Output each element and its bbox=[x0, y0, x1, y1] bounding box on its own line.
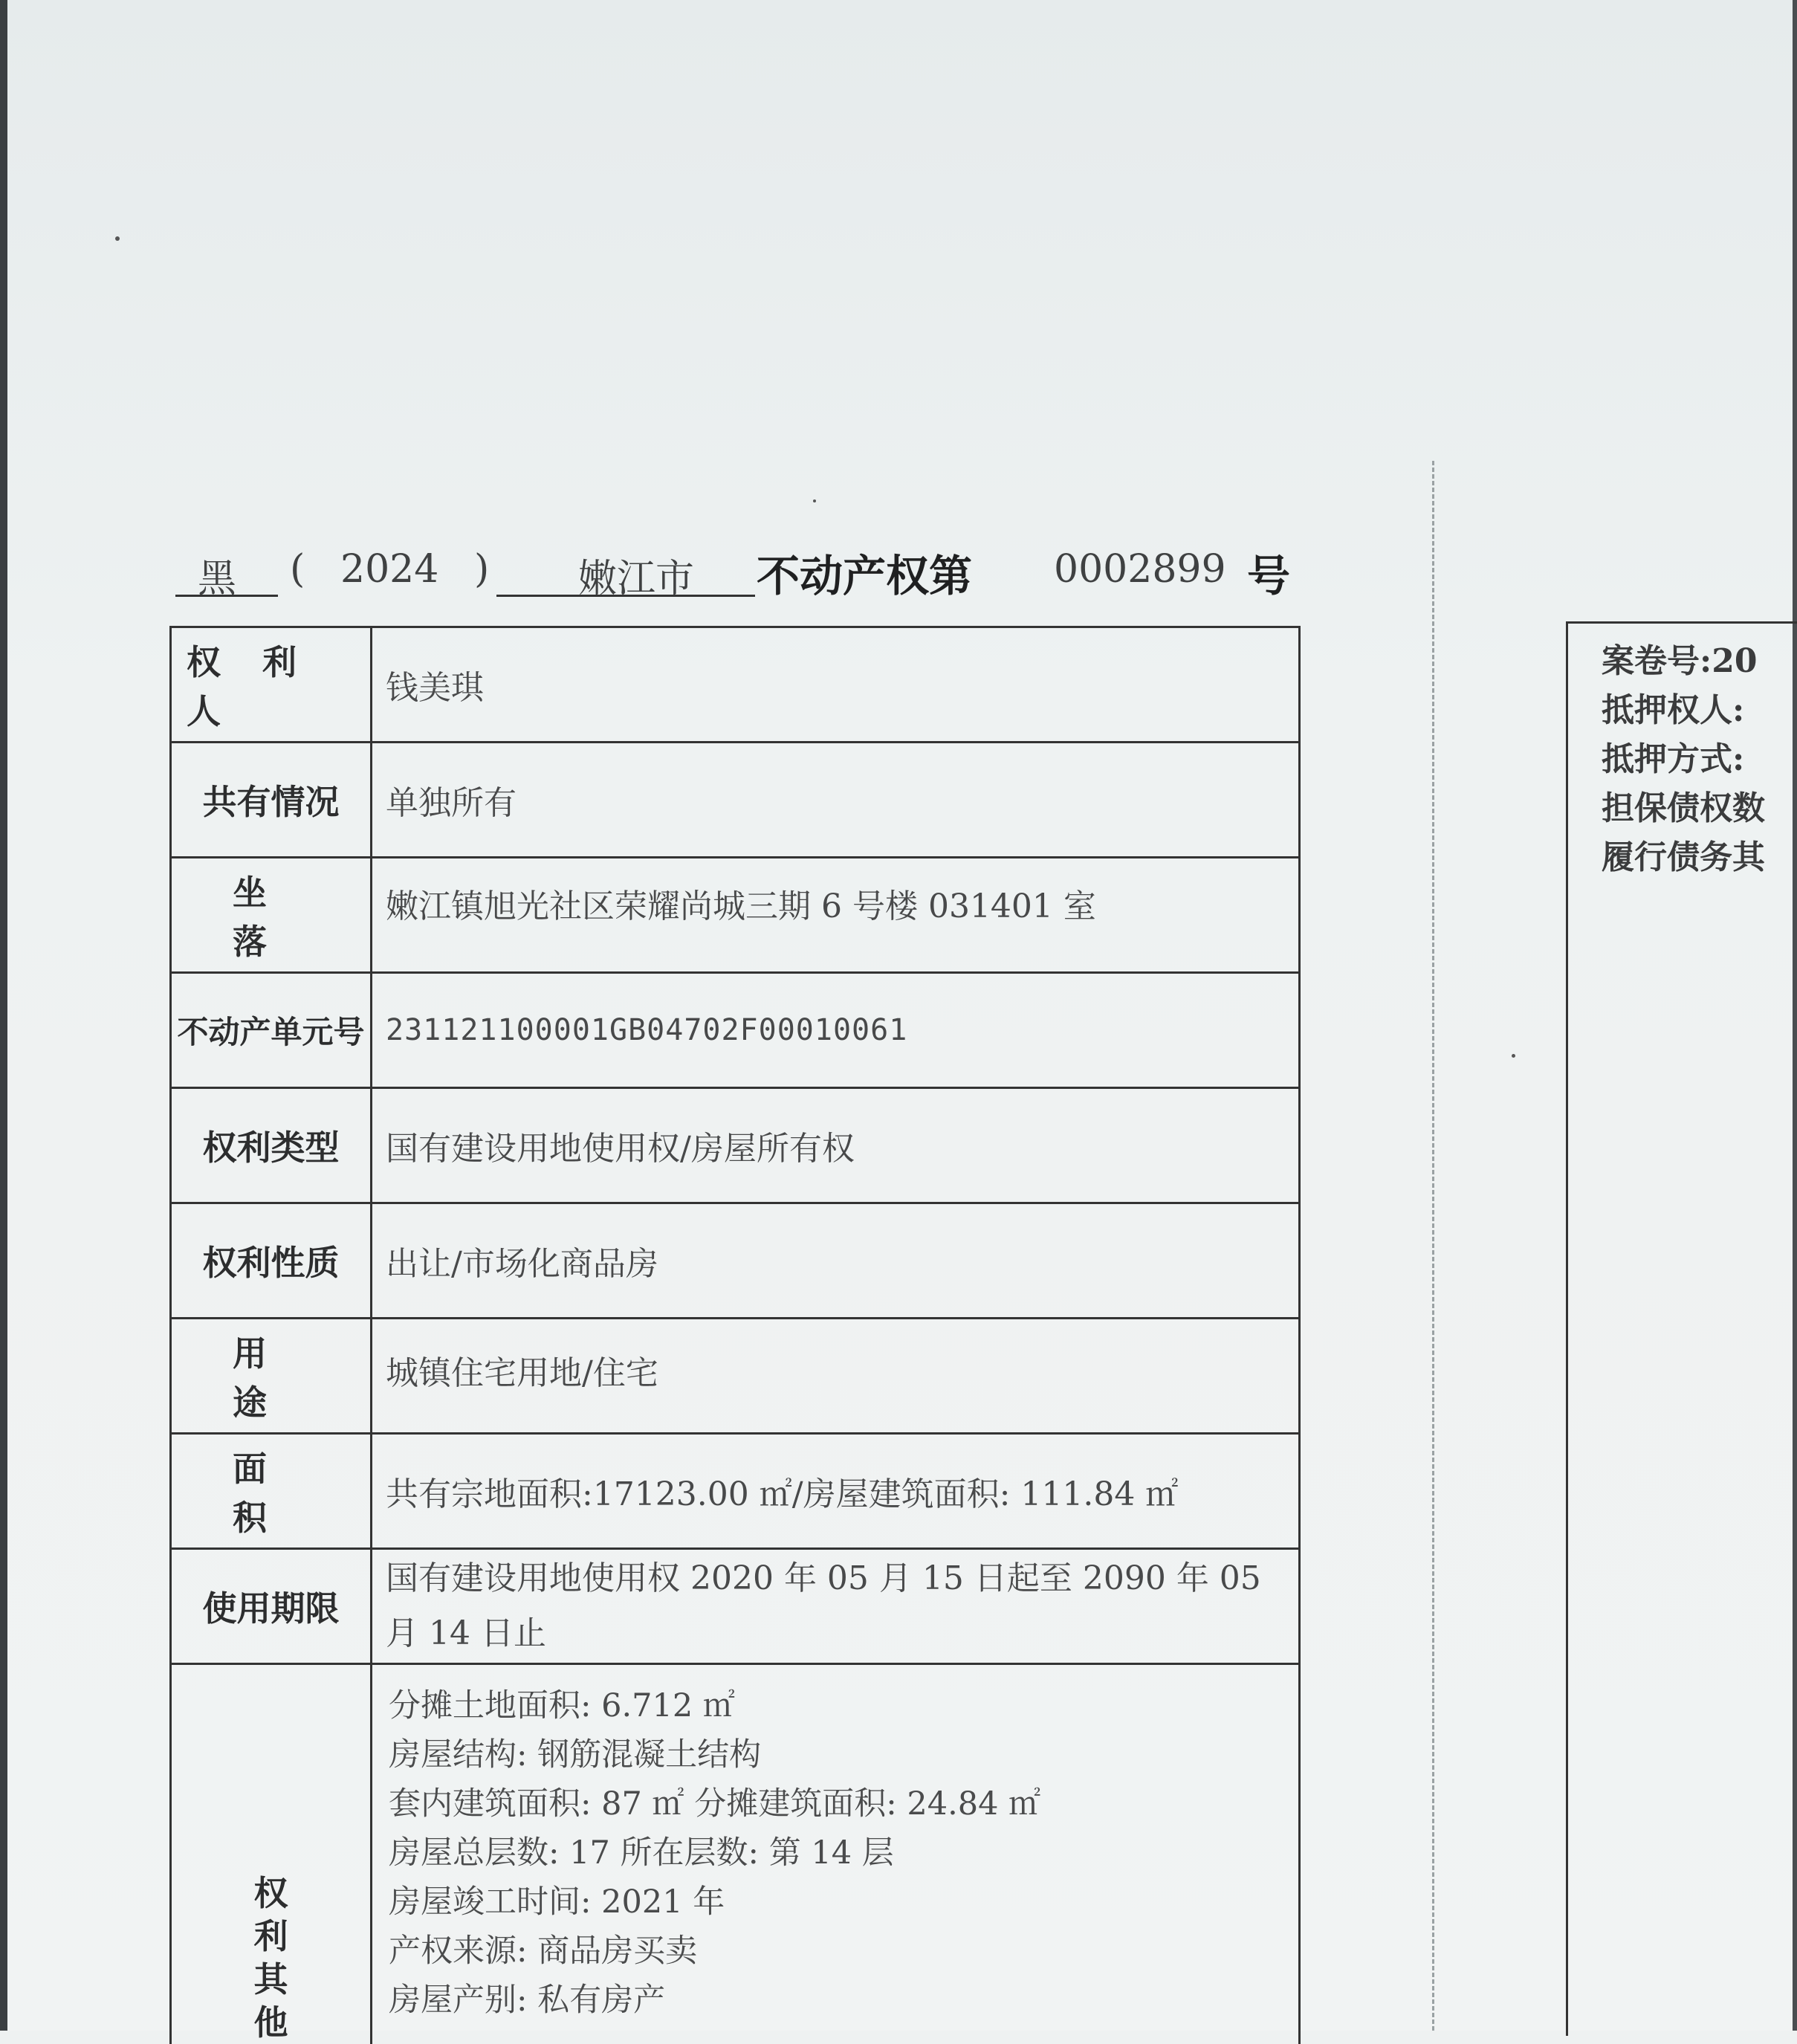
table-row-area bbox=[172, 1435, 1298, 1550]
table-row-term bbox=[172, 1550, 1298, 1665]
unit-number-value: 231121100001GB04702F00010061 bbox=[386, 1013, 908, 1047]
usage-label: 用 途 bbox=[172, 1319, 372, 1432]
header-open-paren: ( bbox=[290, 547, 305, 592]
term-value-line-1: 国有建设用地使用权 2020 年 05 月 15 日起至 2090 年 05 bbox=[386, 1559, 1261, 1597]
area-value: 共有宗地面积:17123.00 ㎡/房屋建筑面积: 111.84 ㎡ bbox=[386, 1475, 1179, 1513]
header-province: 黑 bbox=[198, 557, 237, 601]
area-label: 面 积 bbox=[172, 1435, 372, 1547]
scan-speck bbox=[813, 499, 816, 502]
page-fold-line bbox=[1432, 461, 1434, 2031]
table-row-owner bbox=[172, 628, 1298, 743]
other-line: 套内建筑面积: 87 ㎡ 分摊建筑面积: 24.84 ㎡ bbox=[389, 1785, 1041, 1823]
other-line: 分摊土地面积: 6.712 ㎡ bbox=[389, 1687, 735, 1724]
case-number-label: 案卷号:20 bbox=[1602, 642, 1758, 680]
term-value bbox=[372, 1550, 1298, 1663]
other-line: 房屋结构: 钢筋混凝土结构 bbox=[389, 1736, 762, 1773]
table-row-unit-number bbox=[172, 974, 1298, 1089]
owner-label: 权 利 人 bbox=[172, 628, 372, 741]
header-suffix: 号 bbox=[1247, 551, 1291, 601]
mortgage-info-box bbox=[1566, 621, 1797, 2036]
header-city: 嫩江市 bbox=[578, 557, 695, 601]
right-nature-label: 权利性质 bbox=[172, 1204, 372, 1317]
province-underline bbox=[175, 595, 278, 597]
owner-value: 钱美琪 bbox=[386, 669, 484, 707]
other-label-char: 利 bbox=[253, 1916, 288, 1956]
secured-claim-label: 担保债权数 bbox=[1602, 789, 1765, 827]
table-row-right-nature bbox=[172, 1204, 1298, 1319]
other-values bbox=[372, 1665, 1298, 2044]
table-row-right-type bbox=[172, 1089, 1298, 1204]
other-label-char: 他 bbox=[253, 2002, 288, 2043]
header-title: 不动产权第 bbox=[757, 551, 973, 601]
other-line: 房屋总层数: 17 所在层数: 第 14 层 bbox=[389, 1834, 894, 1872]
header-year: 2024 bbox=[340, 547, 439, 592]
ownership-value: 单独所有 bbox=[386, 784, 517, 822]
unit-number-label: 不动产单元号 bbox=[172, 974, 372, 1087]
table-row-usage bbox=[172, 1319, 1298, 1435]
table-row-other bbox=[172, 1665, 1298, 2044]
other-label bbox=[172, 1665, 372, 2044]
other-label-char: 其 bbox=[253, 1959, 288, 1999]
certificate-header bbox=[171, 535, 1308, 602]
right-type-label: 权利类型 bbox=[172, 1089, 372, 1202]
mortgage-info-lines bbox=[1602, 637, 1765, 882]
right-nature-value: 出让/市场化商品房 bbox=[386, 1245, 658, 1283]
other-label-char: 权 bbox=[253, 1873, 288, 1913]
location-label: 坐 落 bbox=[172, 858, 372, 971]
term-label: 使用期限 bbox=[172, 1550, 372, 1663]
other-line: 房屋竣工时间: 2021 年 bbox=[389, 1883, 725, 1921]
scan-edge-left bbox=[0, 0, 7, 2031]
table-row-ownership bbox=[172, 743, 1298, 858]
right-type-value: 国有建设用地使用权/房屋所有权 bbox=[386, 1130, 855, 1168]
location-value: 嫩江镇旭光社区荣耀尚城三期 6 号楼 031401 室 bbox=[386, 887, 1096, 925]
mortgage-method-label: 抵押方式: bbox=[1602, 740, 1745, 778]
header-close-paren: ) bbox=[474, 547, 490, 592]
ownership-label: 共有情况 bbox=[172, 743, 372, 856]
header-number: 0002899 bbox=[1054, 547, 1226, 592]
debt-term-label: 履行债务其 bbox=[1602, 838, 1765, 876]
scan-speck bbox=[1512, 1054, 1515, 1058]
mortgagee-label: 抵押权人: bbox=[1602, 691, 1745, 729]
other-line: 产权来源: 商品房买卖 bbox=[389, 1933, 698, 1970]
property-info-table bbox=[169, 626, 1301, 2044]
other-line: 房屋产别: 私有房产 bbox=[389, 1982, 666, 2019]
table-row-location bbox=[172, 858, 1298, 974]
usage-value: 城镇住宅用地/住宅 bbox=[386, 1354, 658, 1392]
term-value-line-2: 月 14 日止 bbox=[386, 1614, 546, 1652]
scan-speck bbox=[115, 236, 120, 241]
